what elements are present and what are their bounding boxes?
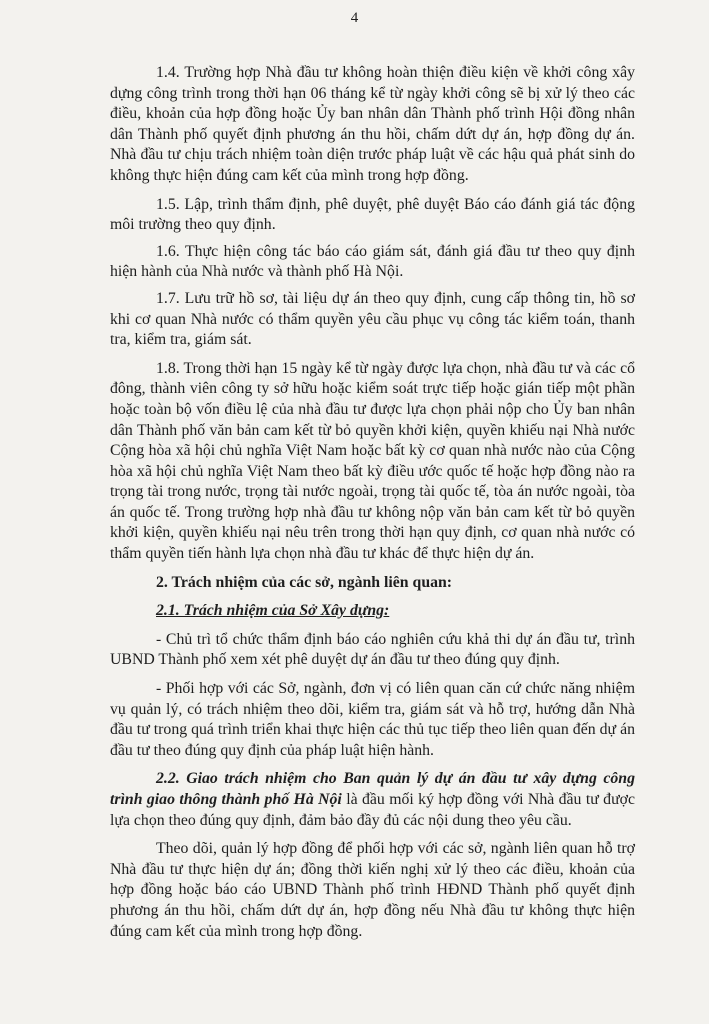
section-2-1-bullet-2: - Phối hợp với các Sở, ngành, đơn vị có liên quan căn cứ chức năng nhiệm vụ quản lý, có trách nhiệm theo dõi, kiểm tra, giám sát và hỗ trợ, hướng dẫn Nhà đầu tư trong quá trình triển khai thực hiện các thủ tục tiếp theo liên quan đến dự án đầu tư theo đúng quy định của pháp luật hiện hành. <box>110 680 635 759</box>
section-2-1-heading-text: 2.1. Trách nhiệm của Sở Xây dựng: <box>156 602 390 620</box>
paragraph-1-8: 1.8. Trong thời hạn 15 ngày kể từ ngày được lựa chọn, nhà đầu tư và các cổ đông, thành viên công ty sở hữu hoặc kiểm soát trực tiếp hoặc gián tiếp một phần hoặc toàn bộ vốn điều lệ của nhà đầu tư được lựa chọn phải nộp cho Ủy ban nhân dân Thành phố văn bản cam kết từ bỏ quyền khởi kiện, quyền khiếu nại Nhà nước Cộng hòa xã hội chủ nghĩa Việt Nam hoặc bất kỳ cơ quan nhà nước nào của Cộng hòa xã hội chủ nghĩa Việt Nam theo bất kỳ điều ước quốc tế hoặc hợp đồng nào ra trọng tài trong nước, trọng tài nước ngoài, trọng tài quốc tế, tòa án nước ngoài, tòa án quốc tế. Trong trường hợp nhà đầu tư không nộp văn bản cam kết từ bỏ quyền khởi kiện, quyền khiếu nại nêu trên trong thời hạn quy định, cơ quan nhà nước có thẩm quyền tiến hành lựa chọn nhà đầu tư khác để thực hiện dự án. <box>110 359 635 563</box>
paragraph-1-4: 1.4. Trường hợp Nhà đầu tư không hoàn thiện điều kiện về khởi công xây dựng công trình trong thời hạn 06 tháng kể từ ngày khởi công sẽ bị xử lý theo các điều, khoản của hợp đồng hoặc Ủy ban nhân dân Thành phố trình Hội đồng nhân dân Thành phố quyết định phương án thu hồi, chấm dứt dự án, hợp đồng dự án. Nhà đầu tư chịu trách nhiệm toàn diện trước pháp luật về các hậu quả phát sinh do không thực hiện đúng cam kết của mình trong hợp đồng. <box>110 64 635 184</box>
section-2-2-paragraph <box>110 769 635 831</box>
page-number: 4 <box>350 10 359 26</box>
section-2-2-text: là đầu mối ký hợp đồng với Nhà đầu tư được lựa chọn theo đúng quy định, đảm bảo đầy đủ các nội dung theo yêu cầu. <box>110 791 636 829</box>
paragraph-1-6: 1.6. Thực hiện công tác báo cáo giám sát, đánh giá đầu tư theo quy định hiện hành của Nhà nước và thành phố Hà Nội. <box>110 242 635 281</box>
document-body <box>110 63 635 950</box>
section-2-1-heading <box>110 601 635 622</box>
paragraph-1-7: 1.7. Lưu trữ hồ sơ, tài liệu dự án theo quy định, cung cấp thông tin, hồ sơ khi cơ quan Nhà nước có thẩm quyền yêu cầu phục vụ công tác kiểm toán, thanh tra, kiểm tra, giám sát. <box>110 289 635 349</box>
section-2-heading: 2. Trách nhiệm của các sở, ngành liên quan: <box>156 573 453 591</box>
paragraph-1-5: 1.5. Lập, trình thẩm định, phê duyệt, phê duyệt Báo cáo đánh giá tác động môi trường theo quy định. <box>110 195 635 234</box>
section-2-2-heading: 2.2. Giao trách nhiệm cho Ban quản lý dự án đầu tư xây dựng công trình giao thông thành phố Hà Nội <box>110 770 635 808</box>
section-2-2-follow: Theo dõi, quản lý hợp đồng để phối hợp với các sở, ngành liên quan hỗ trợ Nhà đầu tư thực hiện dự án; đồng thời kiến nghị xử lý theo các điều, khoản của hợp đồng hoặc báo cáo UBND Thành phố trình HĐND Thành phố quyết định phương án thu hồi, chấm dứt dự án, hợp đồng nếu Nhà đầu tư không thực hiện đúng cam kết của mình trong hợp đồng. <box>110 840 635 940</box>
section-2-1-bullet-1: - Chủ trì tổ chức thẩm định báo cáo nghiên cứu khả thi dự án đầu tư, trình UBND Thành phố xem xét phê duyệt dự án đầu tư theo đúng quy định. <box>110 630 635 669</box>
